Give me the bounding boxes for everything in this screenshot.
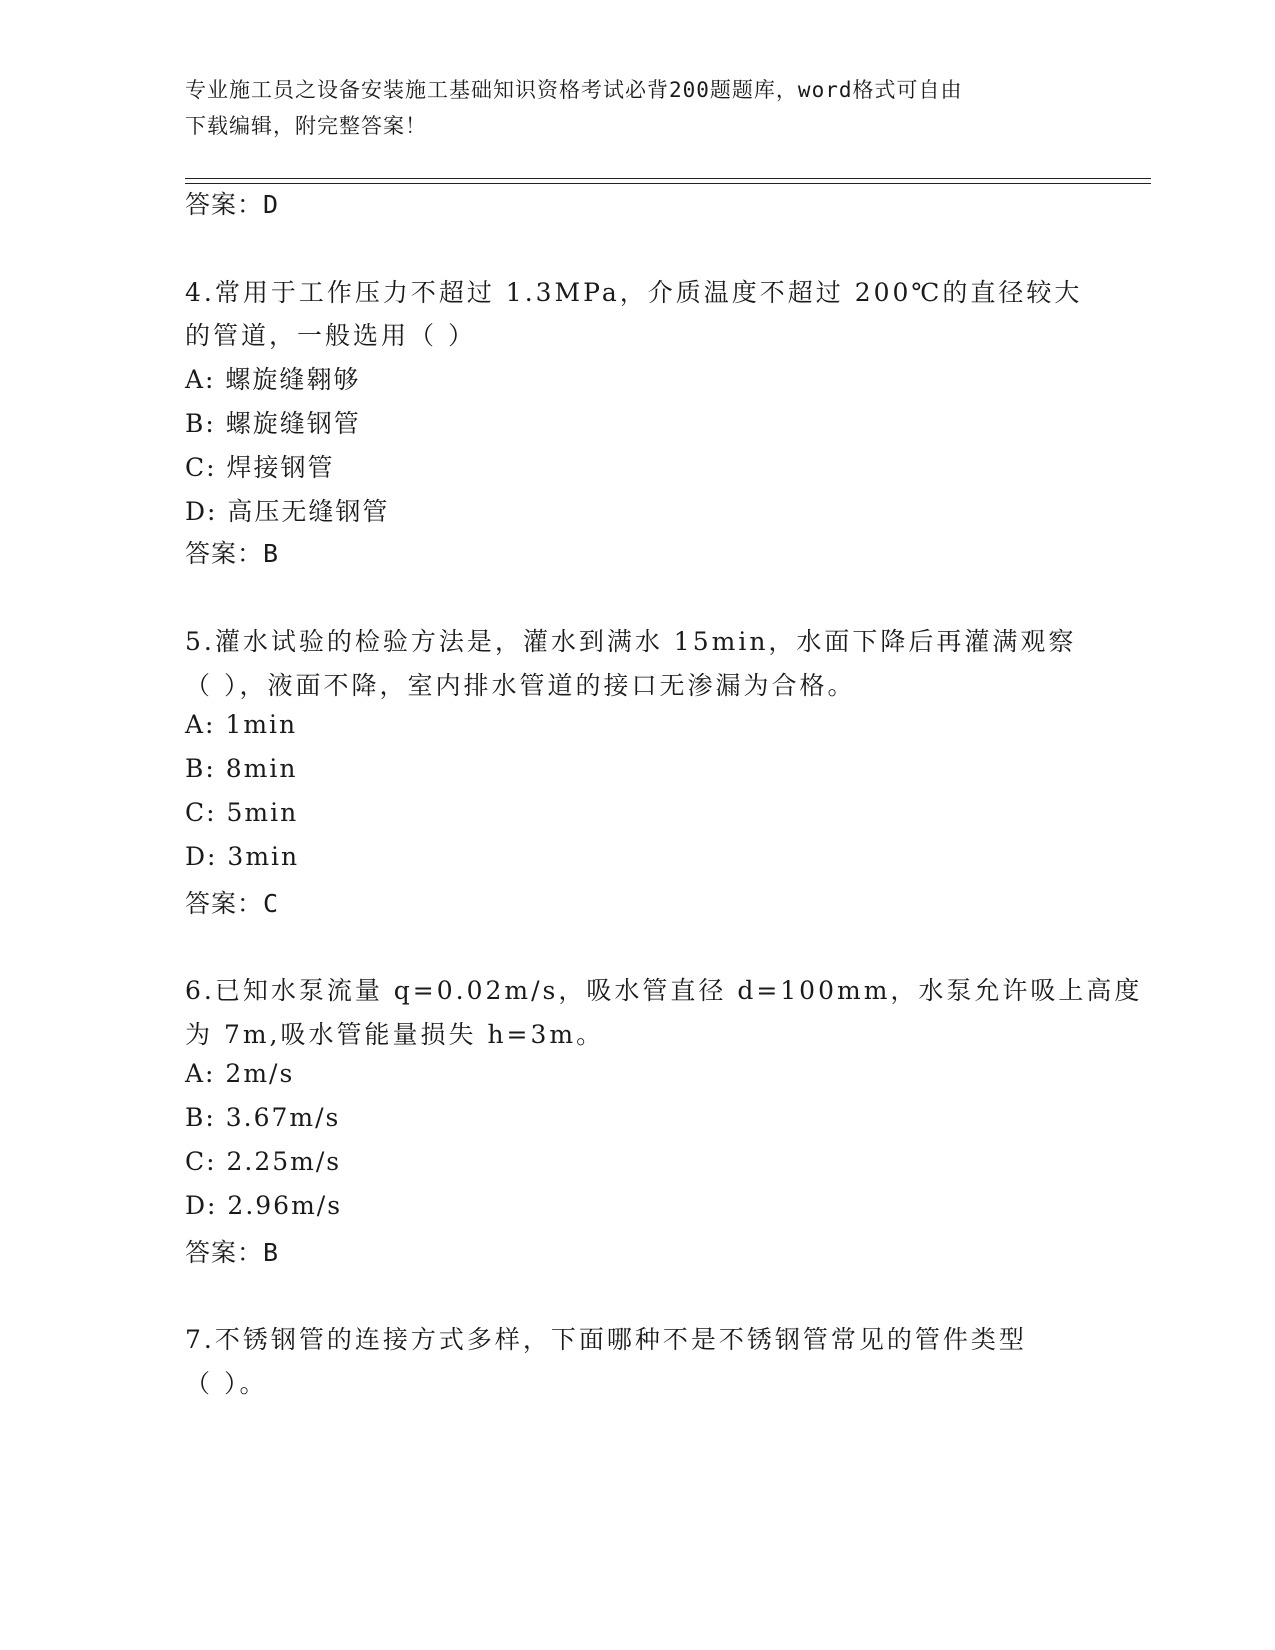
question-6-text-line-2: 为 7m,吸水管能量损失 h=3m。 <box>185 1020 605 1049</box>
header-divider-bottom <box>185 183 1151 184</box>
previous-answer: 答案：D <box>185 190 280 219</box>
question-6-text-line-1: 6.已知水泵流量 q=0.02m/s，吸水管直径 d=100mm，水泵允许吸上高度 <box>185 976 1143 1005</box>
question-7-text-line-2: （ ）。 <box>185 1369 268 1398</box>
question-5-text-line-1: 5.灌水试验的检验方法是，灌水到满水 15min，水面下降后再灌满观察 <box>185 627 1077 656</box>
document-header <box>185 72 1065 144</box>
header-line-2: 下载编辑，附完整答案！ <box>185 114 427 138</box>
question-6-option-d: D: 2.96m/s <box>185 1191 343 1220</box>
question-4-option-d: D: 高压无缝钢管 <box>185 497 390 526</box>
question-6-option-c: C: 2.25m/s <box>185 1147 342 1176</box>
question-5-text-line-2: （ ），液面不降，室内排水管道的接口无渗漏为合格。 <box>185 671 856 700</box>
question-4-option-b: B: 螺旋缝钢管 <box>185 409 361 438</box>
question-5-answer: 答案：C <box>185 889 280 918</box>
question-7-text-line-1: 7.不锈钢管的连接方式多样，下面哪种不是不锈钢管常见的管件类型 <box>185 1325 1027 1354</box>
header-line-1: 专业施工员之设备安装施工基础知识资格考试必背200题题库，word格式可自由 <box>185 78 963 102</box>
question-6-option-a: A: 2m/s <box>185 1059 295 1088</box>
question-4-answer: 答案：B <box>185 539 280 568</box>
question-5-option-d: D: 3min <box>185 842 300 871</box>
question-4-text-line-2: 的管道，一般选用（ ） <box>185 321 476 350</box>
question-5-option-b: B: 8min <box>185 754 298 783</box>
question-4-text-line-1: 4.常用于工作压力不超过 1.3MPa，介质温度不超过 200℃的直径较大 <box>185 278 1083 307</box>
question-6-answer: 答案：B <box>185 1238 280 1267</box>
header-divider-top <box>185 178 1151 179</box>
question-4-option-c: C: 焊接钢管 <box>185 453 335 482</box>
question-5-option-c: C: 5min <box>185 798 299 827</box>
question-5-option-a: A: 1min <box>185 710 298 739</box>
question-6-option-b: B: 3.67m/s <box>185 1103 341 1132</box>
question-4-option-a: A: 螺旋缝翱够 <box>185 365 361 394</box>
